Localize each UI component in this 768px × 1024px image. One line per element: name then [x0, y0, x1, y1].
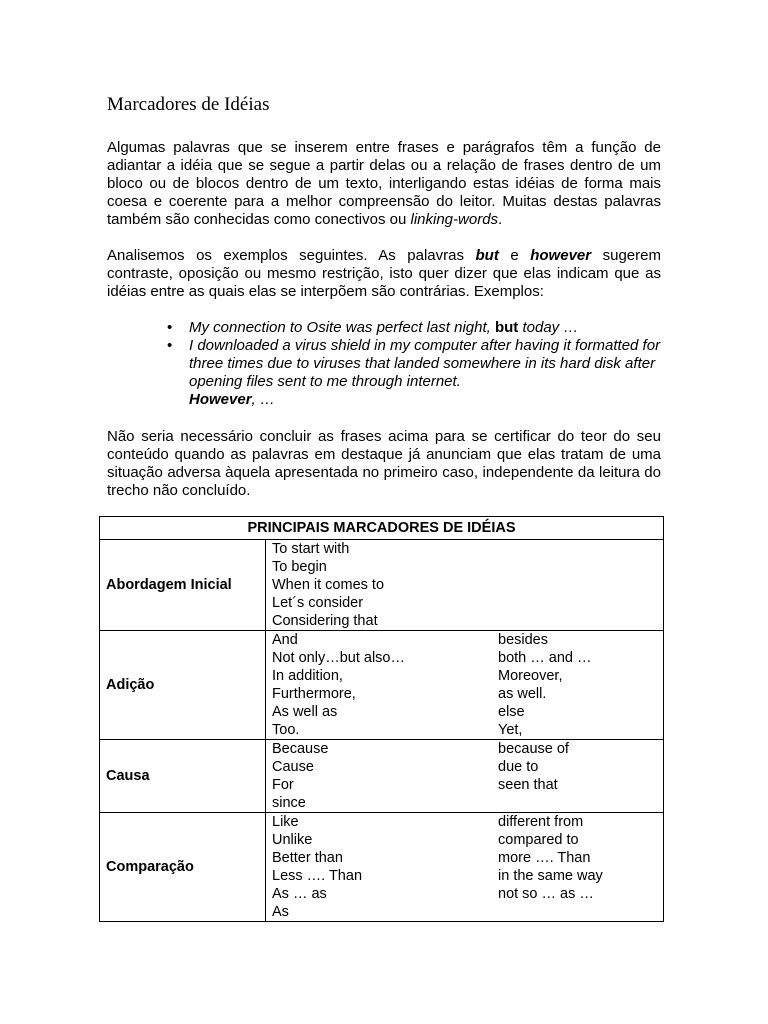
row-markers	[266, 813, 664, 922]
conclusion-paragraph: Não seria necessário concluir as frases acima para se certificar do teor do seu conteúdo quando as palavras em destaque já anunciam que elas tratam de uma situação adversa àquela apresentada no primeiro caso, independente da leitura do trecho não concluído.	[107, 428, 661, 499]
table-row	[100, 540, 664, 631]
examples-list	[107, 319, 661, 409]
marker-item: And	[272, 632, 298, 648]
marker-item: Like	[272, 814, 299, 830]
p2-text-2: e	[498, 247, 531, 264]
example-1-pre: My connection to Osite was perfect last night,	[189, 319, 495, 336]
marker-item: as well.	[498, 686, 547, 702]
page-title: Marcadores de Idéias	[107, 94, 270, 115]
markers-column-right	[498, 813, 657, 921]
marker-item: besides	[498, 632, 548, 648]
marker-item: Moreover,	[498, 668, 563, 684]
marker-item: because of	[498, 741, 569, 757]
marker-item: Let´s consider	[272, 595, 364, 611]
example-item	[189, 319, 661, 337]
marker-item: else	[498, 704, 525, 720]
intro-paragraph	[107, 139, 661, 229]
example-2-post: , …	[251, 391, 275, 408]
marker-item: more …. Than	[498, 850, 591, 866]
row-label: Adição	[100, 631, 266, 740]
p2-text-1: Analisemos os exemplos seguintes. As palavras	[107, 247, 476, 264]
table-row	[100, 631, 664, 740]
marker-item: When it comes to	[272, 577, 385, 593]
p2-text-3: sugerem contraste, oposição ou mesmo restrição, isto quer dizer que elas indicam que as idéias entre as quais elas se interpõem são contrárias. Exemplos:	[107, 247, 661, 300]
table-body	[100, 540, 664, 922]
row-label: Abordagem Inicial	[100, 540, 266, 631]
example-1-post: today …	[518, 319, 579, 336]
marker-item: To begin	[272, 559, 327, 575]
marker-item: seen that	[498, 777, 558, 793]
marker-item: Better than	[272, 850, 343, 866]
marker-item: As	[272, 904, 289, 920]
markers-column-right	[498, 631, 657, 739]
marker-item: Less …. Than	[272, 868, 363, 884]
marker-item: since	[272, 795, 306, 811]
marker-item: Too.	[272, 722, 300, 738]
marker-item: To start with	[272, 541, 350, 557]
example-2-bold: However	[189, 391, 252, 408]
intro-end: .	[498, 211, 503, 228]
example-2-text: I downloaded a virus shield in my computer after having it formatted for three times due to viruses that landed somewhere in its hard disk after opening files sent to me through internet.	[189, 337, 661, 390]
marker-item: compared to	[498, 832, 579, 848]
row-markers	[266, 631, 664, 740]
marker-item: Not only…but also…	[272, 650, 405, 666]
marker-item: Furthermore,	[272, 686, 356, 702]
marker-item: As well as	[272, 704, 338, 720]
example-1-bold: but	[494, 319, 519, 336]
document-page	[107, 94, 661, 500]
markers-column-left	[272, 740, 498, 812]
table-header: PRINCIPAIS MARCADORES DE IDÉIAS	[100, 517, 664, 540]
keyword-however: however	[530, 247, 592, 264]
row-label: Causa	[100, 740, 266, 813]
marker-item: As … as	[272, 886, 327, 902]
marker-item: in the same way	[498, 868, 603, 884]
marker-item: Because	[272, 741, 329, 757]
marker-item: due to	[498, 759, 539, 775]
markers-column-right	[498, 540, 657, 630]
marker-item: both … and …	[498, 650, 592, 666]
marker-item: Yet,	[498, 722, 523, 738]
markers-column-right	[498, 740, 657, 812]
marker-item: not so … as …	[498, 886, 594, 902]
row-label: Comparação	[100, 813, 266, 922]
marker-item: Considering that	[272, 613, 378, 629]
marker-item: Cause	[272, 759, 314, 775]
marker-item: different from	[498, 814, 584, 830]
marker-item: Unlike	[272, 832, 313, 848]
row-markers	[266, 740, 664, 813]
keyword-but: but	[475, 247, 499, 264]
examples-intro-paragraph	[107, 247, 661, 301]
intro-italic-term: linking-words	[410, 211, 499, 228]
marker-item: For	[272, 777, 294, 793]
markers-column-left	[272, 540, 498, 630]
row-markers	[266, 540, 664, 631]
table-row	[100, 740, 664, 813]
marker-item: In addition,	[272, 668, 343, 684]
markers-column-left	[272, 631, 498, 739]
intro-text: Algumas palavras que se inserem entre frases e parágrafos têm a função de adiantar a idéia que se segue a partir delas ou a relação de frases dentro de um bloco ou de blocos dentro de um texto, interligando estas idéias de forma mais coesa e coerente para a melhor compreensão do leitor. Muitas destas palavras também são conhecidas como conectivos ou	[107, 139, 661, 228]
markers-table	[99, 516, 664, 922]
table-row	[100, 813, 664, 922]
example-item	[189, 337, 661, 409]
markers-column-left	[272, 813, 498, 921]
